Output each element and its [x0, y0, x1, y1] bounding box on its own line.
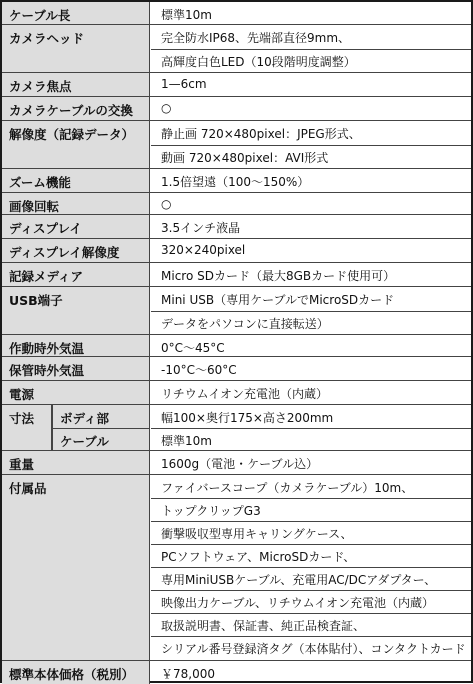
spec-value: 320×240pixel: [161, 243, 246, 257]
spec-label: ディスプレイ: [2, 215, 150, 239]
spec-label: カメラケーブルの交換: [2, 97, 150, 121]
spec-value-line: 映像出力ケーブル、リチウムイオン充電池（内蔵）: [161, 596, 435, 610]
spec-label: 作動時外気温: [2, 335, 150, 357]
spec-row-operating-temp: [2, 334, 471, 357]
spec-value-line: ファイバースコープ（カメラケーブル）10m、: [161, 481, 414, 495]
spec-row-display: [2, 214, 471, 239]
spec-row-weight: [2, 450, 471, 475]
spec-row-display-resolution: [2, 238, 471, 263]
spec-label: ケーブル長: [2, 2, 150, 24]
spec-row-price: [2, 660, 471, 684]
spec-label: ディスプレイ解像度: [2, 239, 150, 263]
spec-sublabel-cable: ケーブル: [52, 428, 150, 451]
spec-label: 標準本体価格（税別）: [2, 661, 150, 684]
spec-label: ズーム機能: [2, 169, 150, 193]
spec-value-line: 専用MiniUSBケーブル、充電用AC/DCアダプター、: [161, 573, 437, 587]
spec-value: 0°C～45°C: [161, 341, 225, 355]
spec-value-line: 高輝度白色LED（10段階明度調整）: [161, 55, 356, 69]
spec-row-usb: [2, 286, 471, 335]
spec-value: 1.5倍望遠（100～150%）: [161, 175, 310, 189]
spec-label: 付属品: [2, 475, 150, 661]
spec-value: Micro SDカード（最大8GBカード使用可）: [161, 269, 396, 283]
spec-label: 保管時外気温: [2, 357, 150, 381]
spec-value-line: 動画 720×480pixel：AVI形式: [161, 151, 329, 165]
spec-value: 1600g（電池・ケーブル込）: [161, 457, 319, 471]
spec-row-cable-replace: [2, 96, 471, 121]
spec-label: 電源: [2, 381, 150, 405]
spec-label: カメラ焦点: [2, 73, 150, 97]
spec-value-line: Mini USB（専用ケーブルでMicroSDカード: [161, 293, 395, 307]
spec-row-power: [2, 380, 471, 405]
spec-label: USB端子: [2, 287, 150, 335]
spec-row-media: [2, 262, 471, 287]
spec-value-line: データをパソコンに直接転送）: [161, 317, 329, 331]
spec-row-accessories: [2, 474, 471, 661]
label-divider: [52, 428, 150, 429]
spec-label: 画像回転: [2, 193, 150, 215]
spec-row-dimensions: [2, 404, 471, 451]
spec-sublabel-body: ボディ部: [52, 405, 150, 428]
spec-value: ○: [161, 197, 172, 211]
spec-label: カメラヘッド: [2, 25, 150, 73]
spec-row-cable-length: [2, 2, 471, 24]
spec-value-line: 静止画 720×480pixel：JPEG形式、: [161, 127, 361, 141]
spec-value-line: 衝撃吸収型専用キャリングケース、: [161, 527, 353, 541]
spec-value-line: 幅100×奥行175×高さ200mm: [161, 411, 334, 425]
spec-value: ○: [161, 101, 172, 115]
spec-row-storage-temp: [2, 356, 471, 381]
spec-row-zoom: [2, 168, 471, 193]
spec-row-focus: [2, 72, 471, 97]
spec-value: 3.5インチ液晶: [161, 221, 241, 235]
spec-value: 標準10m: [161, 8, 212, 22]
spec-value: ￥78,000: [161, 667, 215, 681]
spec-value: リチウムイオン充電池（内蔵）: [161, 387, 329, 401]
spec-label: 重量: [2, 451, 150, 475]
spec-value-line: トップクリップG3: [161, 504, 261, 518]
spec-label: 記録メディア: [2, 263, 150, 287]
spec-value-line: 標準10m: [161, 434, 212, 448]
spec-value-line: 取扱説明書、保証書、純正品検査証、: [161, 619, 366, 633]
spec-row-rotation: [2, 192, 471, 215]
spec-value-line: シリアル番号登録済タグ（本体貼付）、コンタクトカード: [161, 642, 466, 656]
spec-value: -10°C～60°C: [161, 363, 237, 377]
spec-row-camera-head: [2, 24, 471, 73]
spec-value: 1—6cm: [161, 77, 207, 91]
spec-row-resolution: [2, 120, 471, 169]
spec-value-line: 完全防水IP68、先端部直径9mm、: [161, 31, 351, 45]
spec-label: 解像度（記録データ）: [2, 121, 150, 169]
spec-value-line: PCソフトウェア、MicroSDカード、: [161, 550, 356, 564]
spec-label: 寸法: [2, 405, 52, 451]
